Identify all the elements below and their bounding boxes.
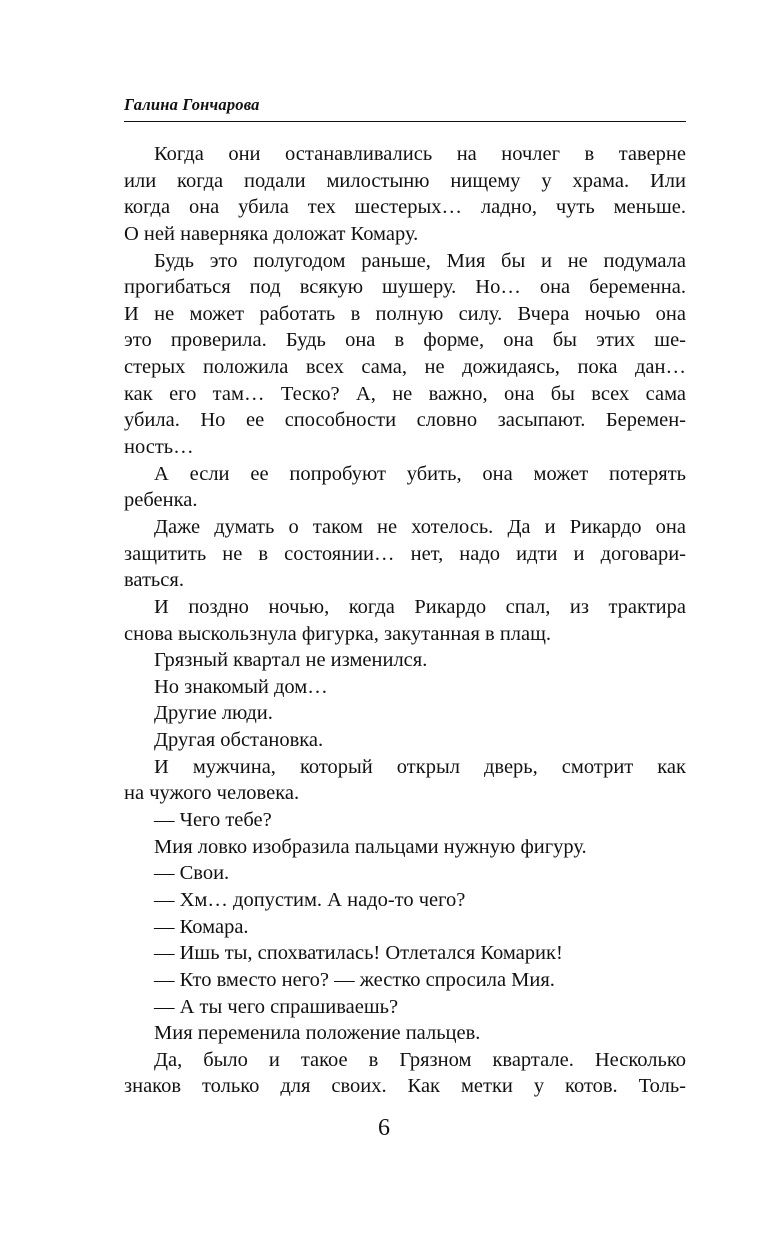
text-line: когда она убила тех шестерых… ладно, чуть меньше.	[124, 196, 686, 219]
text-line: Мия переменила положение пальцев.	[154, 1022, 481, 1045]
text-line: Другая обстановка.	[154, 729, 324, 752]
text-line: — Хм… допустим. А надо-то чего?	[154, 888, 466, 911]
text-line: ность…	[124, 436, 194, 459]
text-line: как его там… Теско? А, не важно, она бы всех сама	[124, 382, 686, 405]
text-line: — А ты чего спрашиваешь?	[154, 995, 399, 1018]
text-line: Но знакомый дом…	[154, 675, 328, 698]
text-line: Будь это полугодом раньше, Мия бы и не подумала	[154, 249, 686, 272]
text-line: — Чего тебе?	[154, 809, 272, 832]
text-line: убила. Но ее способности словно засыпают. Беремен-	[124, 409, 686, 432]
text-line: — Ишь ты, спохватилась! Отлетался Комарик!	[154, 942, 563, 965]
text-line: ваться.	[124, 569, 184, 592]
text-line: — Кто вместо него? — жестко спросила Мия.	[154, 968, 555, 991]
text-line: защитить не в состоянии… нет, надо идти и договари-	[124, 542, 686, 565]
text-line: И поздно ночью, когда Рикардо спал, из трактира	[154, 595, 686, 618]
text-line: это проверила. Будь она в форме, она бы этих ше-	[124, 329, 686, 352]
text-line: на чужого человека.	[124, 782, 300, 805]
text-line: — Свои.	[154, 862, 230, 885]
text-line: А если ее попробуют убить, она может потерять	[154, 462, 686, 485]
text-line: Грязный квартал не изменился.	[154, 649, 428, 672]
text-line: Когда они останавливались на ночлег в таверне	[154, 143, 686, 165]
text-line: Мия ловко изобразила пальцами нужную фигуру.	[154, 835, 587, 858]
text-line: Даже думать о таком не хотелось. Да и Рикардо она	[154, 515, 686, 538]
text-line: О ней наверняка доложат Комару.	[124, 222, 419, 245]
text-line: Другие люди.	[154, 702, 273, 725]
text-line: снова выскользнула фигурка, закутанная в плащ.	[124, 622, 552, 645]
text-line: стерых положила всех сама, не дожидаясь, пока дан…	[124, 356, 686, 379]
text-line: знаков только для своих. Как метки у котов. Толь-	[124, 1075, 686, 1098]
text-line: И мужчина, который открыл дверь, смотрит как	[154, 755, 686, 778]
text-line: И не может работать в полную силу. Вчера ночью она	[124, 302, 686, 325]
text-line: ребенка.	[124, 489, 198, 512]
body-text	[124, 141, 686, 1100]
text-line: прогибаться под всякую шушеру. Но… она беременна.	[124, 276, 686, 299]
running-head	[124, 93, 686, 122]
text-line: Да, было и такое в Грязном квартале. Несколько	[154, 1048, 686, 1071]
text-line: или когда подали милостыню нищему у храма. Или	[124, 169, 686, 192]
page-number: 6	[378, 1115, 390, 1141]
text-line: — Комара.	[154, 915, 249, 938]
author-name: Галина Гончарова	[124, 95, 260, 114]
